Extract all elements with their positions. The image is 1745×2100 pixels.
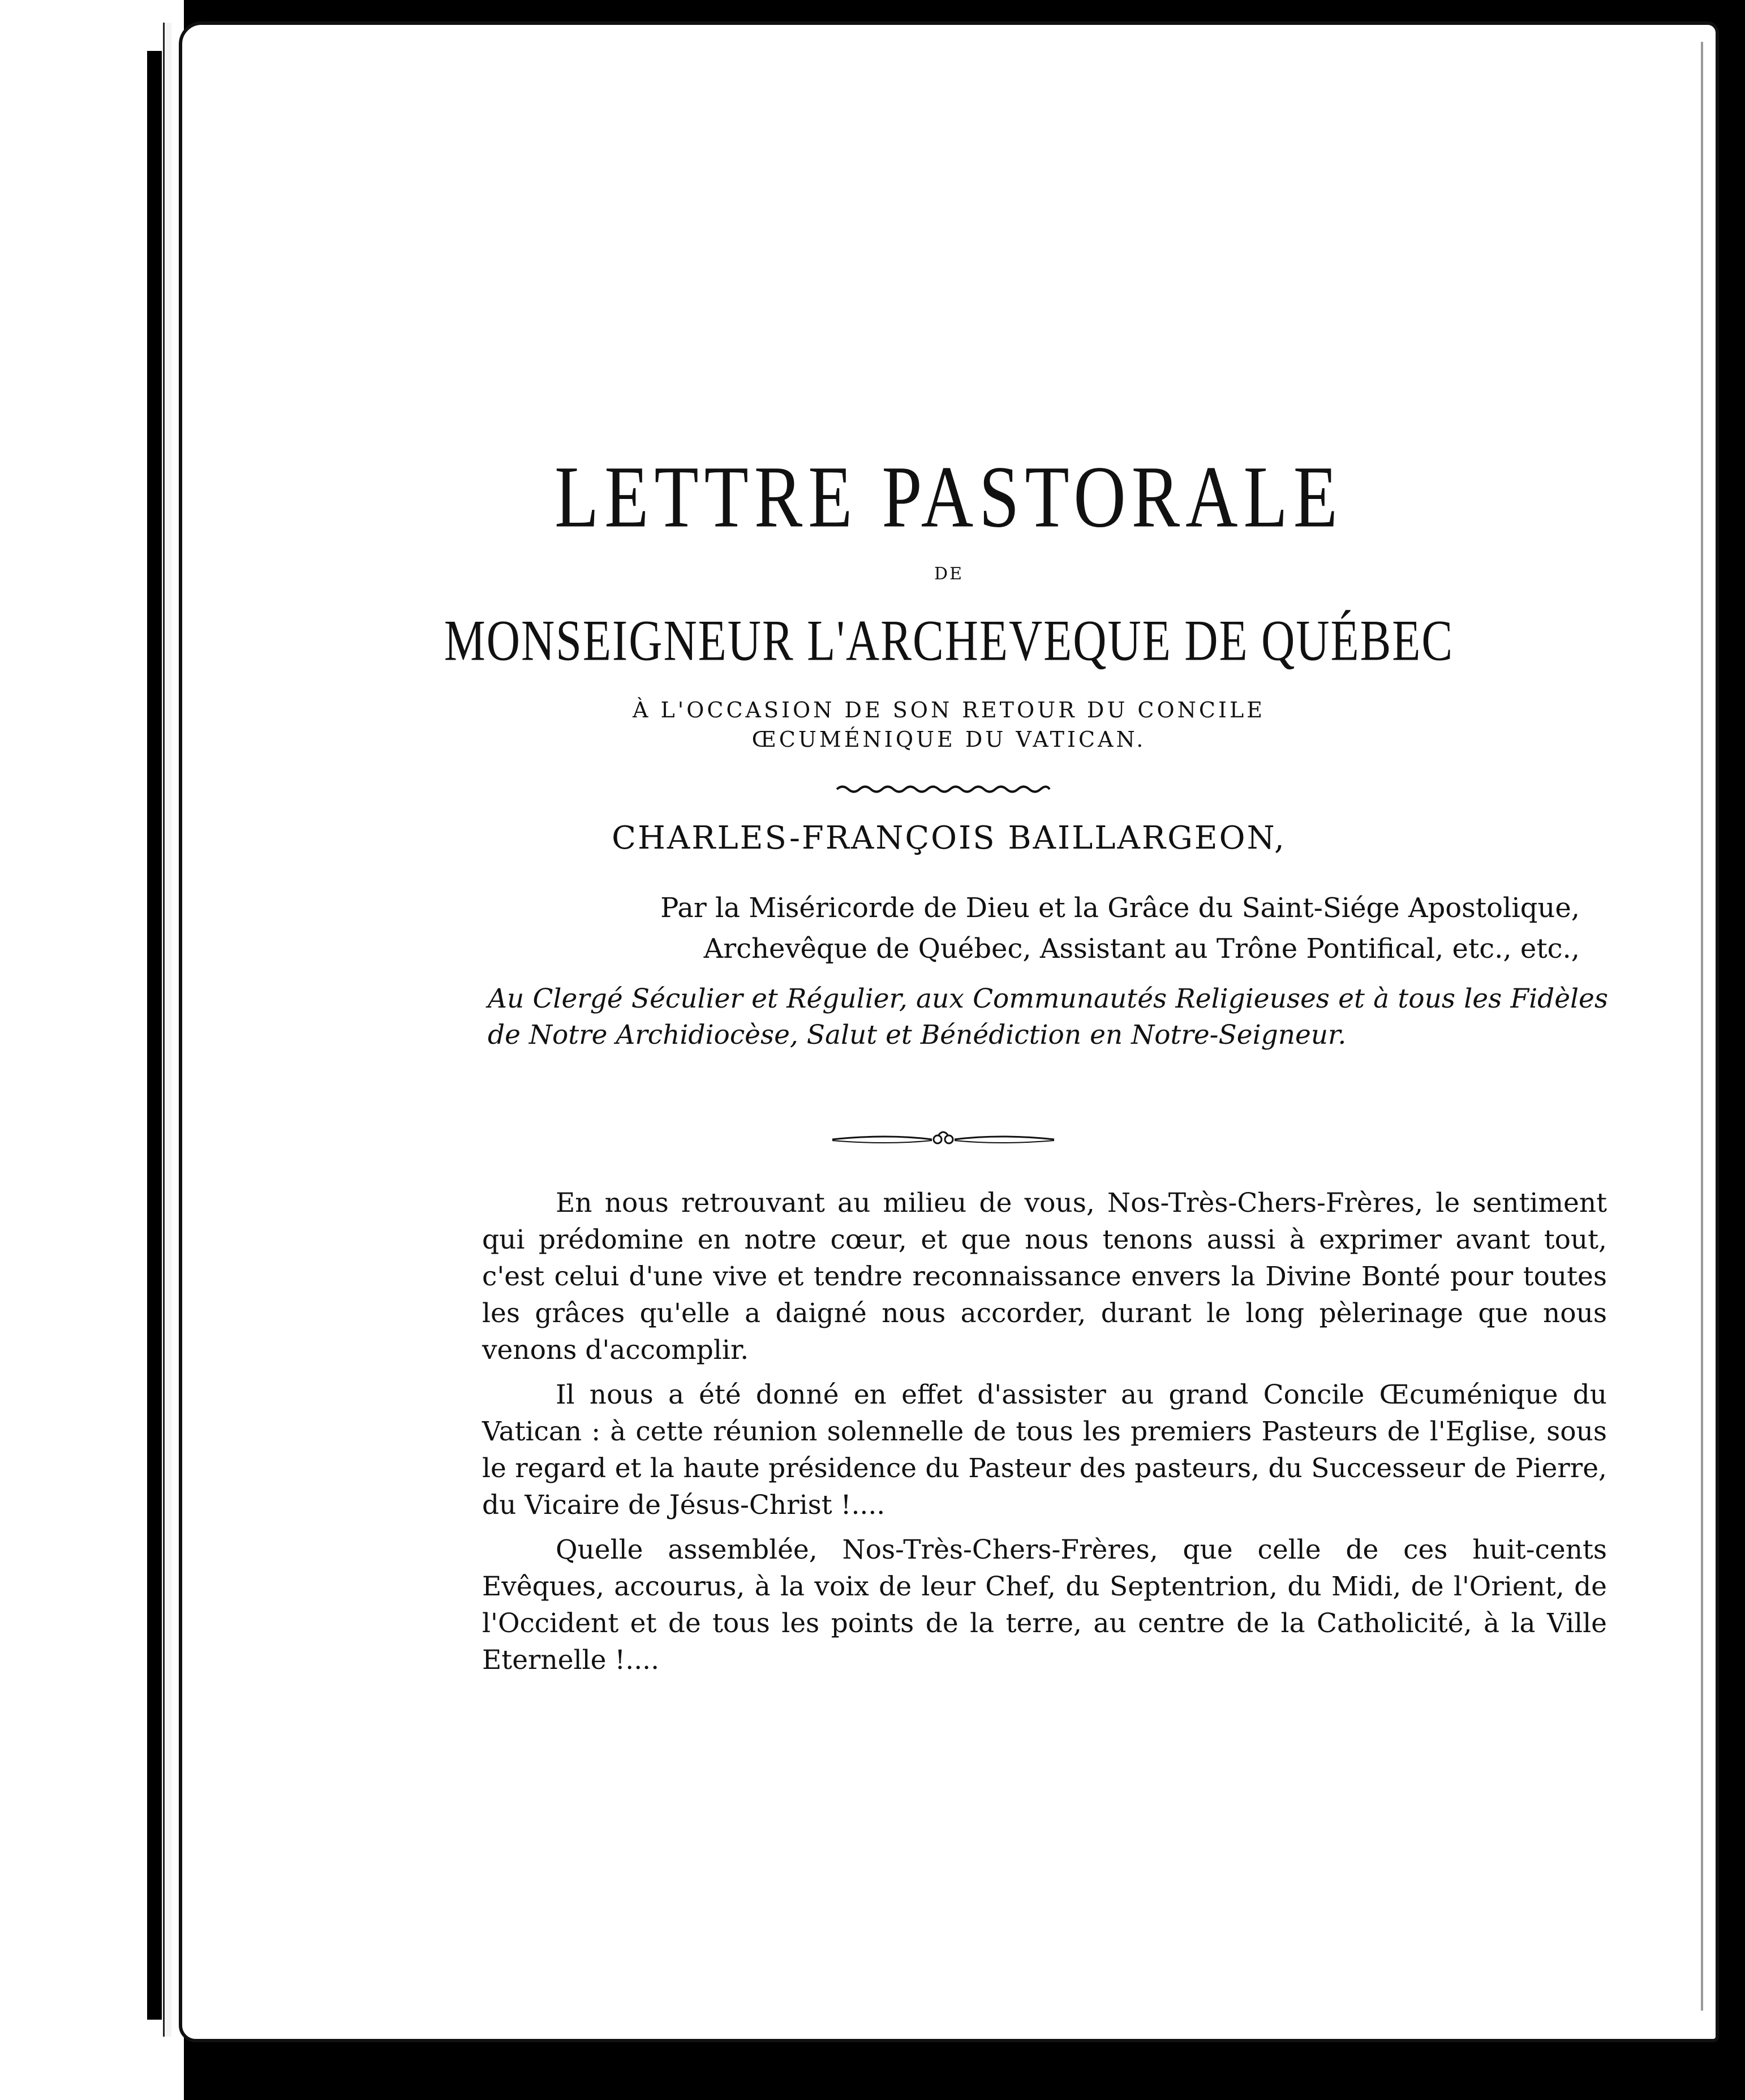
left-page-edge <box>0 0 184 2100</box>
title-connector: DE <box>934 564 964 584</box>
body-paragraph-1: En nous retrouvant au milieu de vous, Nos-Très-Chers-Frères, le sentiment qui prédomine en notre cœur, et que nous tenons aussi à exprimer avant tout, c'est celui d'une vive et tendre reconnaissance envers la Divine Bonté pour toutes les grâces qu'elle a daigné nous accorder, durant le long pèlerinage que nous venons d'accomplir. <box>482 1187 1607 1366</box>
document-subtitle: MONSEIGNEUR L'ARCHEVEQUE DE QUÉBEC <box>444 608 1454 673</box>
body-paragraph-3: Quelle assemblée, Nos-Très-Chers-Frères, que celle de ces huit-cents Evêques, accourus, à la voix de leur Chef, du Septentrion, du Midi, de l'Orient, de l'Occident et de tous les points de la terre, au centre de la Catholicité, à la Ville Eternelle !.... <box>482 1534 1607 1676</box>
salutation-address: Au Clergé Séculier et Régulier, aux Communautés Religieuses et à tous les Fidèles de Notre Archidiocèse, Salut et Bénédiction en Notre-Seigneur. <box>488 983 1608 1051</box>
occasion-line-2: ŒCUMÉNIQUE DU VATICAN. <box>751 727 1146 752</box>
document-title: LETTRE PASTORALE <box>555 447 1343 546</box>
occasion-heading <box>182 695 1716 754</box>
page-fold <box>163 23 171 2037</box>
author-name: CHARLES-FRANÇOIS BAILLARGEON, <box>612 820 1286 857</box>
author-titles <box>516 888 1580 969</box>
page-edge-line <box>1701 42 1703 2011</box>
binding-shadow <box>147 51 162 2020</box>
flourish-ornament <box>830 1128 1056 1151</box>
letter-body <box>482 1185 1607 1686</box>
author-titles-line-1: Par la Miséricorde de Dieu et la Grâce du Saint-Siége Apostolique, <box>660 892 1580 924</box>
occasion-line-1: À L'OCCASION DE SON RETOUR DU CONCILE <box>633 698 1265 722</box>
author-titles-line-2: Archevêque de Québec, Assistant au Trône Pontifical, etc., etc., <box>703 933 1580 965</box>
document-page <box>179 21 1719 2042</box>
wavy-rule-ornament <box>836 783 1051 795</box>
body-paragraph-2: Il nous a été donné en effet d'assister au grand Concile Œcuménique du Vatican : à cette réunion solennelle de tous les premiers Pasteurs de l'Eglise, sous le regard et la haute présidence du Pasteur des pasteurs, du Successeur de Pierre, du Vicaire de Jésus-Christ !.... <box>482 1379 1607 1521</box>
